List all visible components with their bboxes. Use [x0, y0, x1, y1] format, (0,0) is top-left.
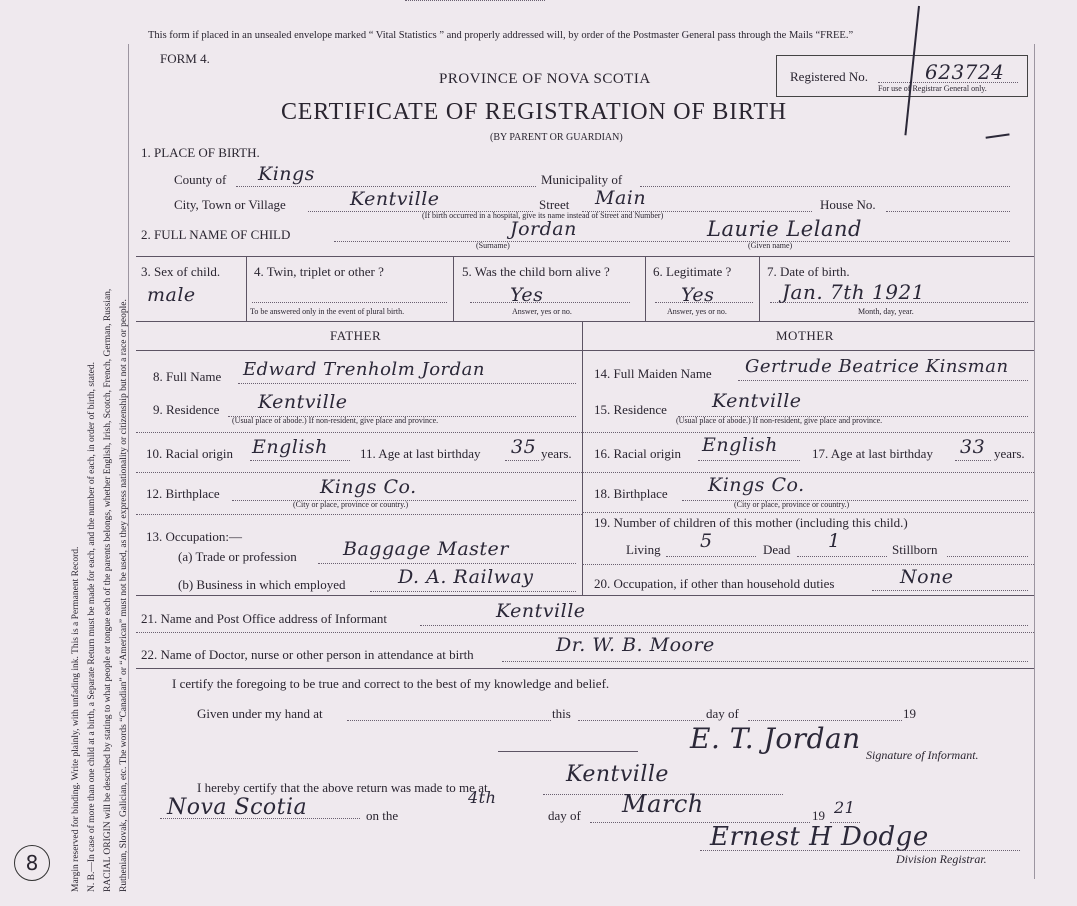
page-number-circle	[14, 845, 50, 881]
given-under-label: Given under my hand at	[197, 706, 323, 721]
informant-label: 21. Name and Post Office address of Informant	[141, 611, 387, 626]
side-note-binding: Margin reserved for binding. Write plainly, with unfading ink. This is a Permanent Record.	[71, 546, 81, 892]
side-note-nationality: Ruthenian, Slovak, Galician, etc. The words “Canadian” or “American” must not be used, as they express nationality or citizenship but not a race or people.	[119, 299, 129, 892]
surname-note: (Surname)	[476, 241, 510, 250]
registrar-text: I hereby certify that the above return was made to me at	[197, 780, 488, 795]
living-label: Living	[626, 542, 661, 557]
stillborn-label: Stillborn	[892, 542, 938, 557]
registered-number: 623724	[925, 60, 1005, 84]
twin-note: To be answered only in the event of plural birth.	[250, 307, 405, 316]
legitimate-note: Answer, yes or no.	[667, 307, 727, 316]
informant-value: Kentville	[496, 600, 586, 622]
mother-residence-label: 15. Residence	[594, 402, 667, 417]
father-age: 35	[511, 436, 537, 458]
page-title: CERTIFICATE OF REGISTRATION OF BIRTH	[281, 99, 787, 125]
mother-residence: Kentville	[712, 390, 802, 412]
mother-birthplace-note: (City or place, province or country.)	[734, 500, 850, 509]
certify-text: I certify the foregoing to be true and correct to the best of my knowledge and belief.	[172, 676, 610, 691]
mother-racial: English	[702, 434, 778, 456]
father-birthplace: Kings Co.	[320, 476, 417, 498]
registrar-province: Nova Scotia	[167, 795, 308, 820]
father-racial-label: 10. Racial origin	[146, 446, 234, 461]
on-the-label: on the	[366, 808, 399, 823]
mother-name-label: 14. Full Maiden Name	[594, 366, 712, 381]
mother-birthplace: Kings Co.	[708, 474, 805, 496]
province-heading: PROVINCE OF NOVA SCOTIA	[439, 71, 651, 87]
child-surname: Jordan	[510, 218, 577, 240]
birth-date-value: Jan. 7th 1921	[782, 280, 925, 304]
dead-count: 1	[828, 530, 841, 552]
father-name: Edward Trenholm Jordan	[243, 359, 485, 380]
registrar-month: March	[622, 790, 704, 818]
father-heading: FATHER	[330, 328, 382, 343]
alive-note: Answer, yes or no.	[512, 307, 572, 316]
registrar-day: 4th	[468, 788, 497, 807]
mother-racial-label: 16. Racial origin	[594, 446, 682, 461]
municipality-label: Municipality of	[541, 172, 623, 187]
county-value: Kings	[258, 163, 315, 185]
alive-label: 5. Was the child born alive ?	[462, 264, 610, 279]
father-residence: Kentville	[258, 391, 348, 413]
mother-occupation-label: 20. Occupation, if other than household duties	[594, 576, 835, 591]
doctor-label: 22. Name of Doctor, nurse or other person in attendance at birth	[141, 647, 474, 662]
father-birthplace-note: (City or place, province or country.)	[293, 500, 409, 509]
father-occupation-label: 13. Occupation:—	[146, 529, 243, 544]
mother-children-label: 19. Number of children of this mother (including this child.)	[594, 515, 908, 530]
place-of-birth-heading: 1. PLACE OF BIRTH.	[141, 145, 260, 160]
year-prefix: 19	[903, 706, 916, 721]
day-of-label-registrar: day of	[548, 808, 581, 823]
registrar-signature: Ernest H Dodge	[710, 822, 929, 852]
father-age-label: 11. Age at last birthday	[360, 446, 481, 461]
legitimate-label: 6. Legitimate ?	[653, 264, 732, 279]
given-note: (Given name)	[748, 241, 793, 250]
twin-label: 4. Twin, triplet or other ?	[254, 264, 384, 279]
this-label: this	[552, 706, 571, 721]
mother-age: 33	[960, 436, 986, 458]
alive-value: Yes	[510, 284, 544, 306]
father-residence-label: 9. Residence	[153, 402, 220, 417]
registrar-title: Division Registrar.	[896, 852, 987, 866]
informant-signature-note: Signature of Informant.	[866, 748, 979, 762]
legitimate-value: Yes	[681, 284, 715, 306]
street-value: Main	[595, 187, 647, 209]
father-residence-note: (Usual place of abode.) If non-resident, give place and province.	[232, 416, 439, 425]
postal-notice: This form if placed in an unsealed envelope marked “ Vital Statistics ” and properly addressed will, by order of the Postmaster General pass through the Mails “FREE.”	[148, 30, 854, 41]
living-count: 5	[700, 530, 713, 552]
registered-note: For use of Registrar General only.	[878, 84, 987, 93]
side-note-racial-origin: RACIAL ORIGIN will be described by stating to what people or tongue each of the parents belongs, whether English, Irish, Scotch, French, German, Russian,	[103, 288, 113, 892]
child-given-name: Laurie Leland	[707, 217, 862, 241]
subtitle: (BY PARENT OR GUARDIAN)	[490, 132, 623, 143]
house-label: House No.	[820, 197, 876, 212]
form-number: FORM 4.	[160, 51, 210, 66]
doctor-value: Dr. W. B. Moore	[556, 634, 715, 656]
father-racial: English	[252, 436, 328, 458]
informant-signature: E. T. Jordan	[690, 722, 861, 755]
mother-heading: MOTHER	[776, 328, 834, 343]
birth-date-label: 7. Date of birth.	[767, 264, 850, 279]
mother-birthplace-label: 18. Birthplace	[594, 486, 668, 501]
page-number: 8	[25, 851, 39, 875]
father-trade: Baggage Master	[343, 538, 509, 560]
mother-residence-note: (Usual place of abode.) If non-resident, give place and province.	[676, 416, 883, 425]
child-name-label: 2. FULL NAME OF CHILD	[141, 227, 291, 242]
father-years: years.	[541, 446, 572, 461]
mother-name: Gertrude Beatrice Kinsman	[745, 356, 1009, 377]
registrar-year-prefix: 19	[812, 808, 825, 823]
father-name-label: 8. Full Name	[153, 369, 222, 384]
day-of-label: day of	[706, 706, 739, 721]
pen-mark	[986, 133, 1011, 144]
sex-value: male	[147, 284, 196, 306]
registrar-place: Kentville	[566, 762, 669, 787]
father-trade-label: (a) Trade or profession	[178, 549, 297, 564]
mother-occupation: None	[900, 566, 954, 588]
dead-label: Dead	[763, 542, 791, 557]
street-label: Street	[539, 197, 570, 212]
mother-years: years.	[994, 446, 1025, 461]
sex-label: 3. Sex of child.	[141, 264, 221, 279]
father-business: D. A. Railway	[398, 566, 534, 588]
mother-age-label: 17. Age at last birthday	[812, 446, 933, 461]
father-business-label: (b) Business in which employed	[178, 577, 346, 592]
hospital-note: (If birth occurred in a hospital, give its name instead of Street and Number)	[422, 211, 664, 220]
city-value: Kentville	[350, 188, 440, 210]
registrar-year: 21	[834, 798, 856, 817]
father-birthplace-label: 12. Birthplace	[146, 486, 220, 501]
side-note-multiple-births: N. B.—In case of more than one child at a birth, a Separate Return must be made for each, and the number of each, in order of birth, stated.	[87, 362, 97, 892]
county-label: County of	[174, 172, 227, 187]
registered-label: Registered No.	[790, 69, 868, 84]
city-label: City, Town or Village	[174, 197, 286, 212]
birth-date-note: Month, day, year.	[858, 307, 914, 316]
